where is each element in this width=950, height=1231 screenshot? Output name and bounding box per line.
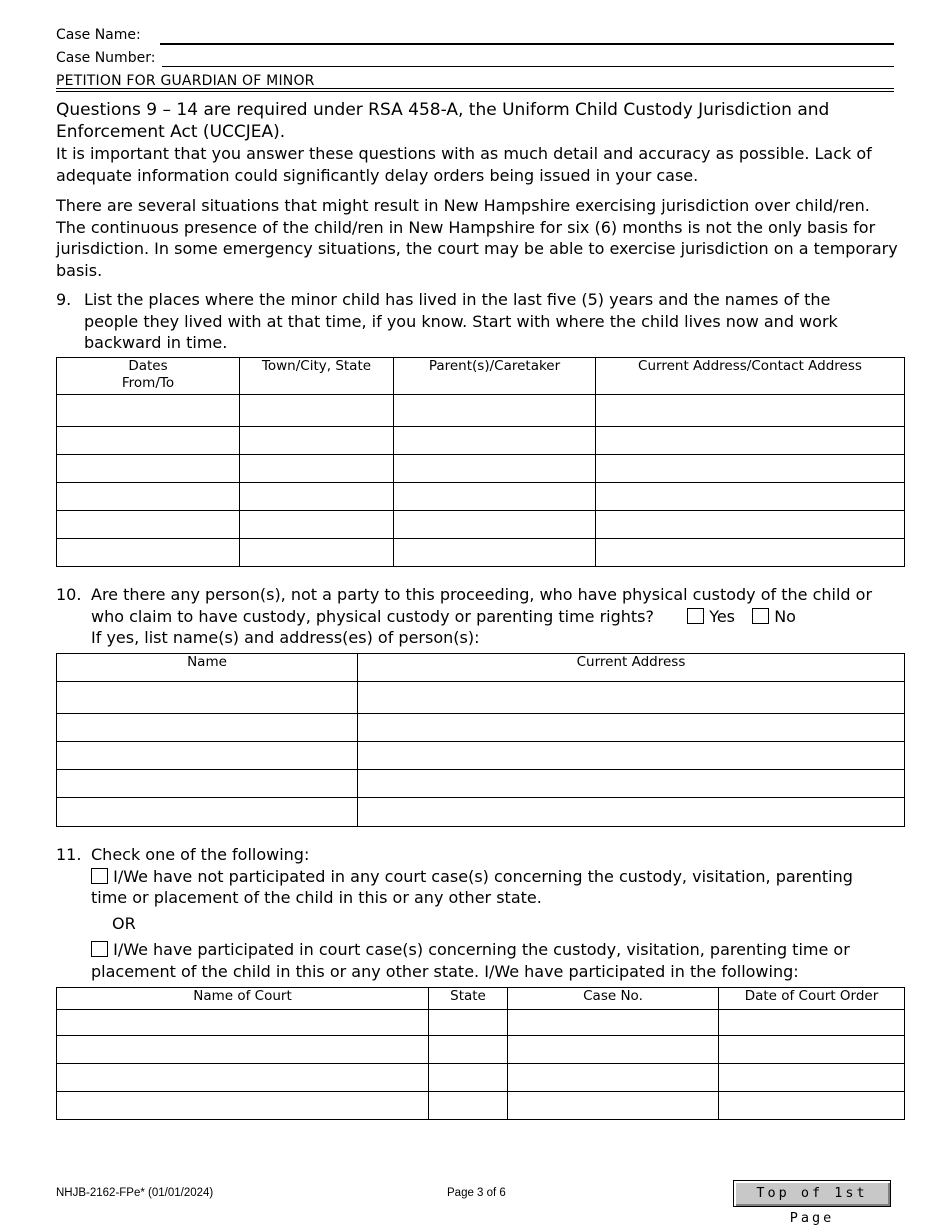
table-cell[interactable] bbox=[719, 1092, 905, 1120]
table-cell[interactable] bbox=[596, 539, 905, 567]
option-participated-text: I/We have participated in court case(s) concerning the custody, visitation, parenting time or placement of the child in this or any other state. I/We have participated in the following: bbox=[91, 940, 850, 981]
table-cell[interactable] bbox=[57, 770, 358, 798]
table-cell[interactable] bbox=[719, 1010, 905, 1036]
column-header: Current Address bbox=[358, 654, 905, 682]
not-participated-checkbox[interactable] bbox=[91, 868, 108, 884]
table-cell[interactable] bbox=[596, 511, 905, 539]
or-label: OR bbox=[112, 913, 136, 933]
table-cell[interactable] bbox=[57, 539, 240, 567]
no-checkbox[interactable] bbox=[752, 608, 769, 624]
intro-paragraph-2: There are several situations that might result in New Hampshire exercising jurisdiction over child/ren. The continuous presence of the child/ren in New Hampshire for six (6) months is not the only basis for jurisdiction. In some emergency situations, the court may be able to exercise jurisdiction on a temporary basis. bbox=[56, 196, 898, 280]
header-rule-1 bbox=[56, 88, 894, 89]
question-10-number: 10. bbox=[56, 585, 82, 604]
table-header-row bbox=[57, 988, 905, 1010]
table-cell[interactable] bbox=[429, 1092, 508, 1120]
table-cell[interactable] bbox=[429, 1064, 508, 1092]
table-cell[interactable] bbox=[508, 1010, 719, 1036]
table-cell[interactable] bbox=[358, 714, 905, 742]
table-cell[interactable] bbox=[508, 1036, 719, 1064]
table-cell[interactable] bbox=[240, 455, 394, 483]
table-cell[interactable] bbox=[240, 539, 394, 567]
header-rule-2 bbox=[56, 91, 894, 92]
table-cell[interactable] bbox=[57, 1010, 429, 1036]
column-header: Case No. bbox=[508, 988, 719, 1010]
table-cell[interactable] bbox=[596, 395, 905, 427]
column-header: Current Address/Contact Address bbox=[596, 358, 905, 395]
participated-checkbox[interactable] bbox=[91, 941, 108, 957]
table-cell[interactable] bbox=[57, 682, 358, 714]
table-cell[interactable] bbox=[596, 455, 905, 483]
table-cell[interactable] bbox=[429, 1036, 508, 1064]
table-cell[interactable] bbox=[358, 742, 905, 770]
table-cell[interactable] bbox=[240, 511, 394, 539]
table-row bbox=[57, 714, 905, 742]
table-row bbox=[57, 1064, 905, 1092]
form-title: PETITION FOR GUARDIAN OF MINOR bbox=[56, 73, 315, 89]
custodian-table bbox=[56, 653, 905, 827]
table-row bbox=[57, 395, 905, 427]
question-10-text: Are there any person(s), not a party to this proceeding, who have physical custody of the child or who claim to have custody, physical custody or parenting time rights? bbox=[91, 585, 873, 626]
table-cell[interactable] bbox=[719, 1036, 905, 1064]
table-cell[interactable] bbox=[394, 455, 596, 483]
column-header: State bbox=[429, 988, 508, 1010]
case-number-field[interactable] bbox=[162, 66, 894, 67]
table-cell[interactable] bbox=[57, 742, 358, 770]
no-label: No bbox=[774, 606, 796, 626]
table-cell[interactable] bbox=[429, 1010, 508, 1036]
table-cell[interactable] bbox=[394, 483, 596, 511]
question-11 bbox=[56, 844, 904, 982]
case-name-label: Case Name: bbox=[56, 27, 141, 43]
table-cell[interactable] bbox=[57, 395, 240, 427]
table-cell[interactable] bbox=[57, 798, 358, 827]
table-row bbox=[57, 770, 905, 798]
question-11-number: 11. bbox=[56, 845, 82, 864]
table-row bbox=[57, 483, 905, 511]
table-row bbox=[57, 427, 905, 455]
column-header: Dates From/To bbox=[57, 358, 240, 395]
table-cell[interactable] bbox=[57, 511, 240, 539]
table-cell[interactable] bbox=[358, 798, 905, 827]
court-cases-table bbox=[56, 987, 905, 1120]
table-row bbox=[57, 455, 905, 483]
column-header: Name of Court bbox=[57, 988, 429, 1010]
table-cell[interactable] bbox=[57, 1036, 429, 1064]
table-cell[interactable] bbox=[394, 427, 596, 455]
intro-heading: Questions 9 – 14 are required under RSA 458-A, the Uniform Child Custody Jurisdiction and Enforcement Act (UCCJEA). bbox=[56, 100, 830, 142]
table-cell[interactable] bbox=[508, 1092, 719, 1120]
table-row bbox=[57, 1010, 905, 1036]
table-row bbox=[57, 742, 905, 770]
case-name-field[interactable] bbox=[160, 43, 894, 45]
table-cell[interactable] bbox=[358, 682, 905, 714]
table-cell[interactable] bbox=[57, 714, 358, 742]
table-cell[interactable] bbox=[394, 539, 596, 567]
residence-history-table bbox=[56, 357, 905, 567]
table-cell[interactable] bbox=[240, 427, 394, 455]
table-cell[interactable] bbox=[57, 455, 240, 483]
form-id: NHJB-2162-FPe* (01/01/2024) bbox=[56, 1187, 214, 1199]
top-of-first-page-button[interactable]: Top of 1st Page bbox=[733, 1180, 891, 1207]
option-not-participated-text: I/We have not participated in any court case(s) concerning the custody, visitation, parenting time or placement of the child in this or any other state. bbox=[91, 866, 853, 907]
option-participated bbox=[91, 939, 904, 982]
table-row bbox=[57, 539, 905, 567]
case-number-label: Case Number: bbox=[56, 50, 156, 66]
intro-paragraph-1: It is important that you answer these questions with as much detail and accuracy as possible. Lack of adequate information could significantly delay orders being issued in your case. bbox=[56, 144, 872, 185]
table-header-row bbox=[57, 654, 905, 682]
column-header: Parent(s)/Caretaker bbox=[394, 358, 596, 395]
question-9-text: List the places where the minor child has lived in the last five (5) years and the names of the people they lived with at that time, if you know. Start with where the child lives now and work backward in time. bbox=[84, 290, 838, 352]
table-cell[interactable] bbox=[358, 770, 905, 798]
question-10 bbox=[56, 584, 904, 649]
option-not-participated bbox=[91, 866, 904, 909]
question-10-followup: If yes, list name(s) and address(es) of person(s): bbox=[91, 628, 480, 647]
question-9-number: 9. bbox=[56, 290, 72, 309]
table-cell[interactable] bbox=[57, 483, 240, 511]
table-header-row bbox=[57, 358, 905, 395]
table-cell[interactable] bbox=[57, 1064, 429, 1092]
table-cell[interactable] bbox=[394, 395, 596, 427]
table-cell[interactable] bbox=[596, 483, 905, 511]
table-cell[interactable] bbox=[719, 1064, 905, 1092]
column-header: Name bbox=[57, 654, 358, 682]
yes-label: Yes bbox=[709, 606, 736, 626]
column-header: Town/City, State bbox=[240, 358, 394, 395]
table-row bbox=[57, 1036, 905, 1064]
yes-checkbox[interactable] bbox=[687, 608, 704, 624]
table-row bbox=[57, 1092, 905, 1120]
table-row bbox=[57, 798, 905, 827]
table-row bbox=[57, 682, 905, 714]
question-9 bbox=[56, 289, 856, 354]
table-cell[interactable] bbox=[240, 483, 394, 511]
table-cell[interactable] bbox=[57, 427, 240, 455]
table-cell[interactable] bbox=[394, 511, 596, 539]
table-cell[interactable] bbox=[508, 1064, 719, 1092]
column-header: Date of Court Order bbox=[719, 988, 905, 1010]
table-row bbox=[57, 511, 905, 539]
table-cell[interactable] bbox=[596, 427, 905, 455]
question-11-text: Check one of the following: bbox=[91, 845, 310, 864]
table-cell[interactable] bbox=[57, 1092, 429, 1120]
table-cell[interactable] bbox=[240, 395, 394, 427]
page-number: Page 3 of 6 bbox=[447, 1187, 506, 1199]
